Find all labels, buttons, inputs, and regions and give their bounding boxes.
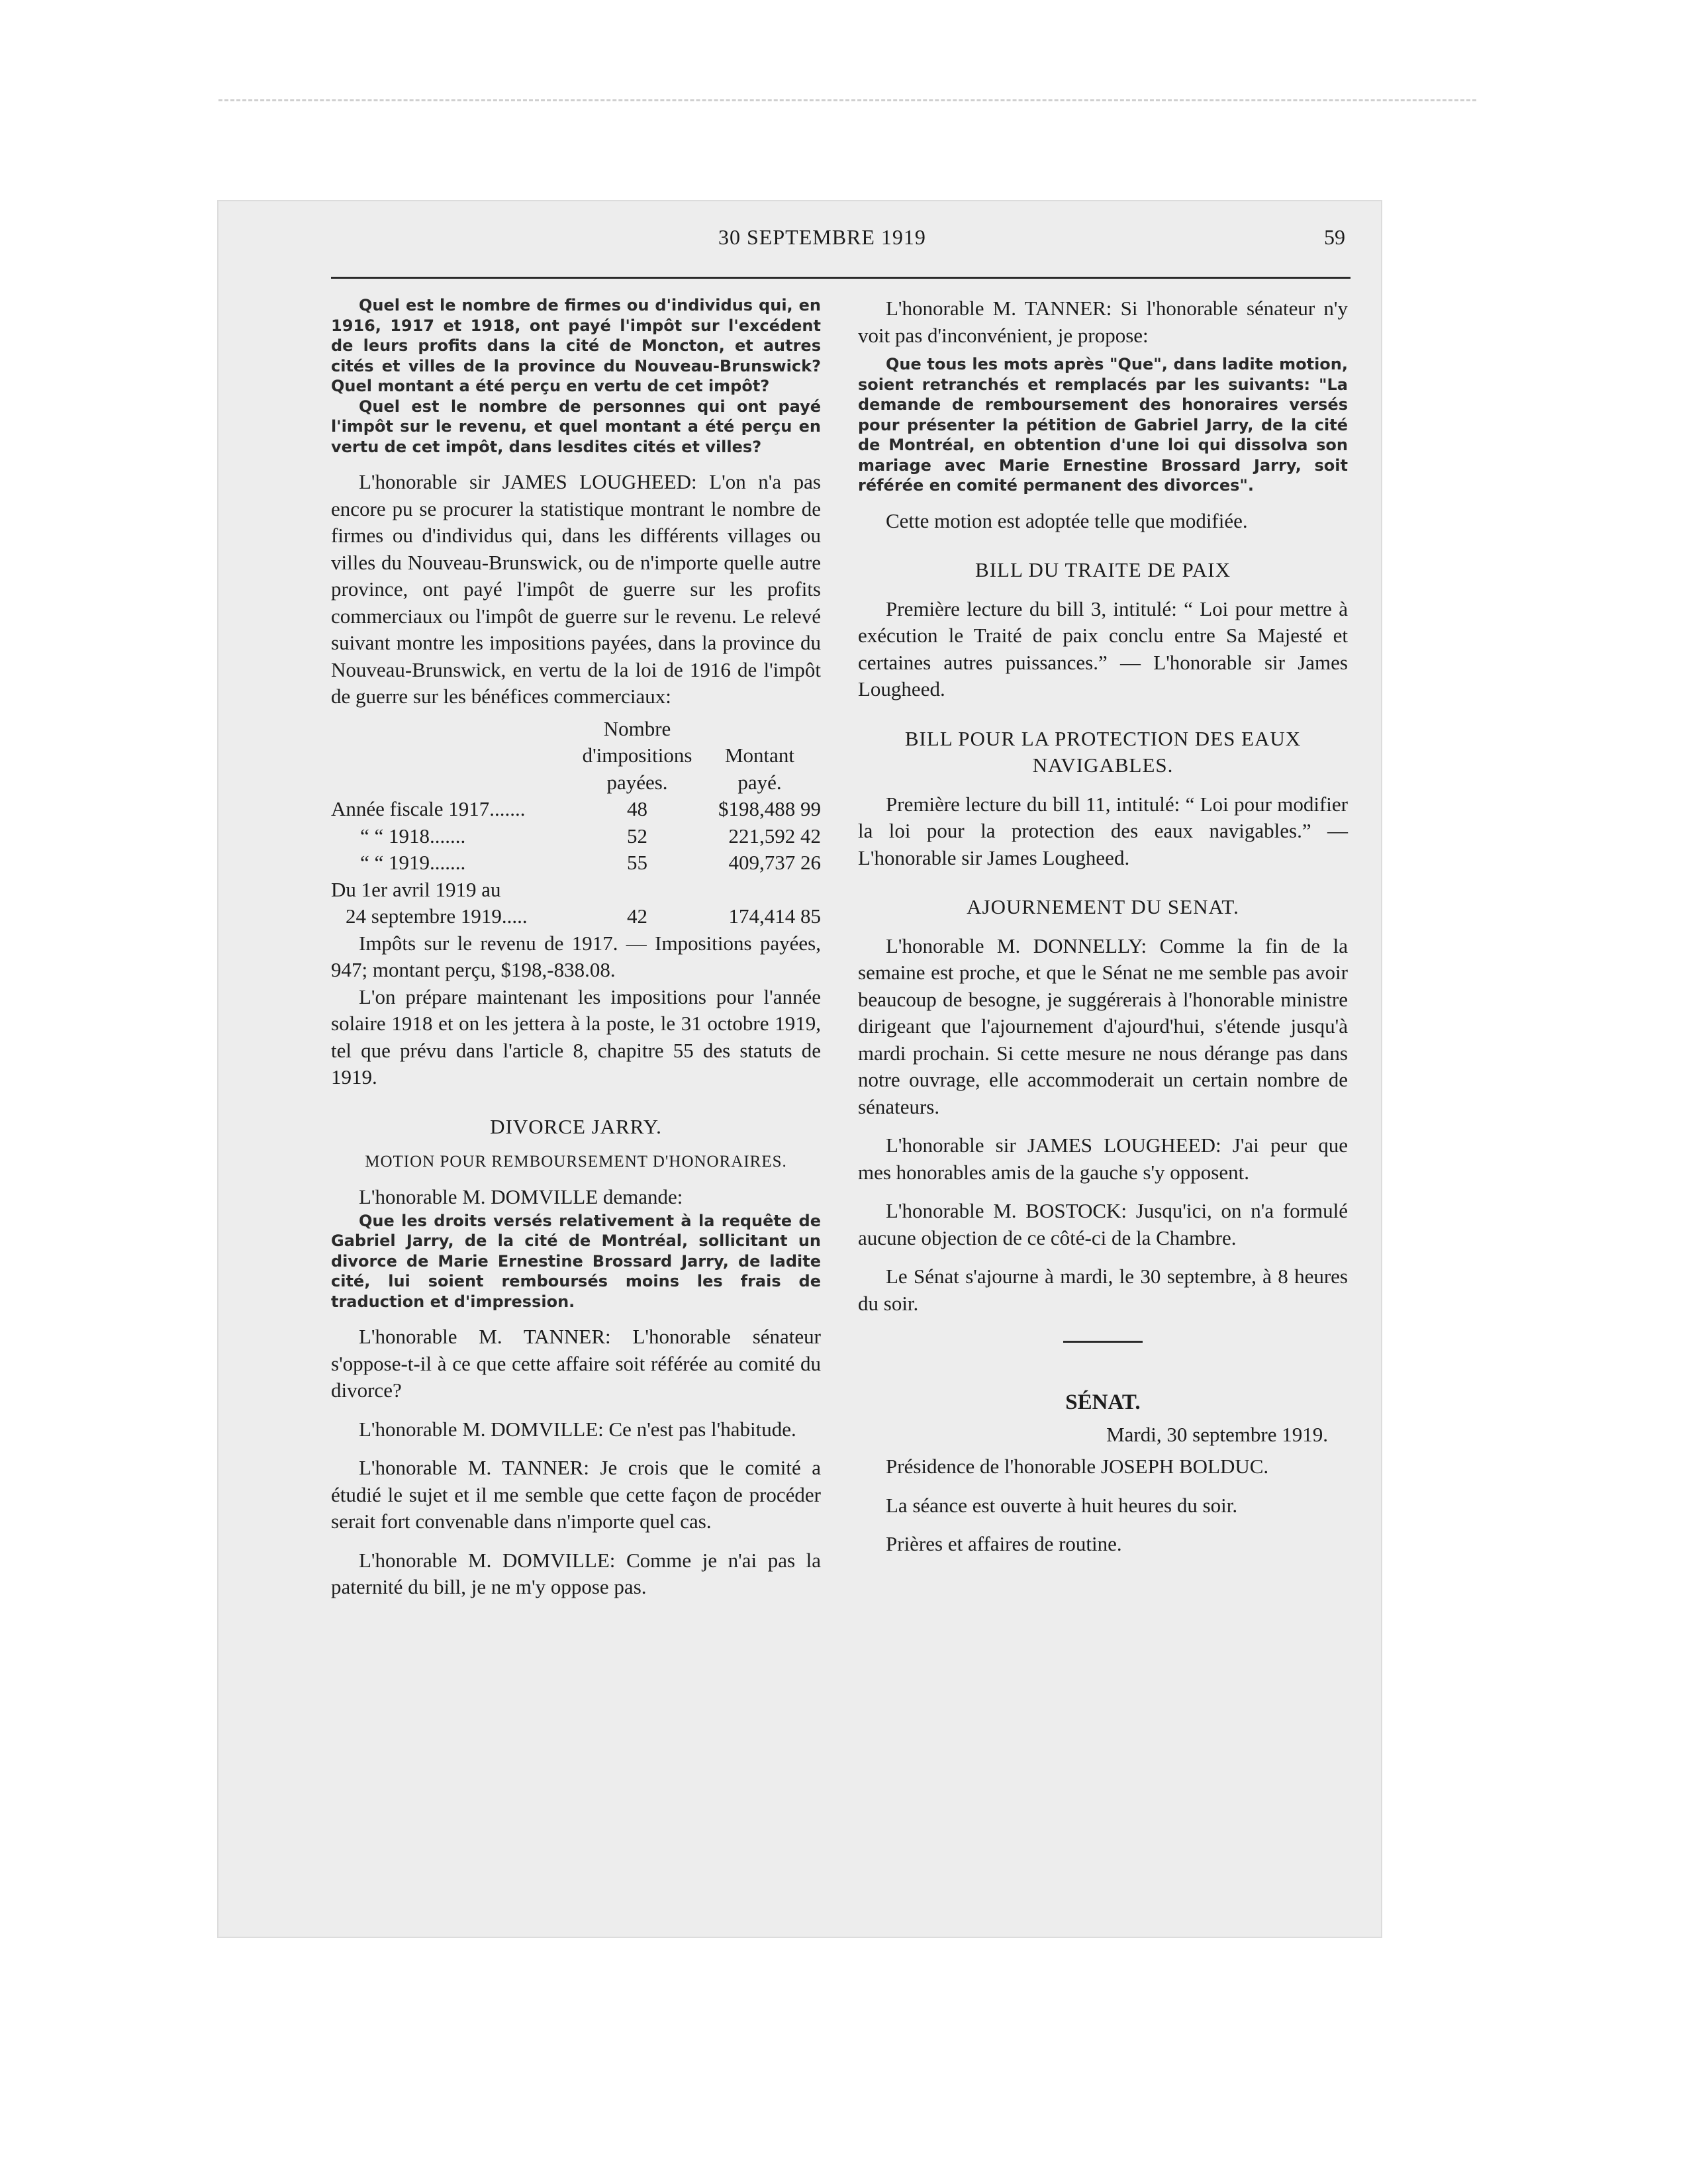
- motion-text: Que les droits versés relativement à la requête de Gabriel Jarry, de la cité de Montréal, sollicitant un divorce de Marie Ernestine Brossard Jarry, de ladite cité, lui soient remboursés moins les frais de traduction et d'impression.: [331, 1211, 821, 1311]
- adjournment-paragraph: Le Sénat s'ajourne à mardi, le 30 septembre, à 8 heures du soir.: [858, 1265, 1348, 1315]
- section-divider: [1063, 1341, 1143, 1343]
- table-cell: 52: [627, 824, 647, 847]
- table-header-row: [331, 769, 821, 797]
- speaker-paragraph: L'honorable M. BOSTOCK: Jusqu'ici, on n'a formulé aucune objection de ce côté-ci de la Chambre.: [858, 1199, 1348, 1249]
- table-cell: 24 septembre 1919.....: [346, 904, 528, 928]
- table-cell: 48: [627, 797, 647, 820]
- table-cell: $198,488 99: [718, 797, 821, 820]
- bill-paragraph: Première lecture du bill 11, intitulé: “ Loi pour modifier la loi pour la protection des eaux navigables.” — L'honorable sir James Lougheed.: [858, 792, 1348, 869]
- section-heading-ajournement: AJOURNEMENT DU SENAT.: [967, 895, 1239, 918]
- table-cell: [576, 877, 698, 904]
- table-header-row: [331, 716, 821, 743]
- table-cell: [698, 877, 821, 904]
- tax-table: [331, 716, 821, 930]
- section-heading-divorce: DIVORCE JARRY.: [490, 1114, 662, 1138]
- senat-heading: SÉNAT.: [1065, 1390, 1141, 1414]
- scan-edge-mark: [218, 99, 1476, 105]
- preparation-paragraph: L'on prépare maintenant les impositions pour l'année solaire 1918 et on les jettera à la poste, le 31 octobre 1919, tel que prévu dans l'article 8, chapitre 55 des statuts de 1919.: [331, 985, 821, 1088]
- table-header-cell: Montant: [724, 744, 795, 767]
- session-date: Mardi, 30 septembre 1919.: [1106, 1422, 1328, 1446]
- table-cell: “ “ 1919.......: [360, 851, 466, 874]
- table-header-row: [331, 742, 821, 769]
- table-cell: 174,414 85: [728, 904, 821, 928]
- question-paragraph: Quel est le nombre de personnes qui ont payé l'impôt sur le revenu, et quel montant a été perçu en vertu de cet impôt, dans lesdites cités et villes?: [331, 397, 821, 456]
- page-header-date: 30 SEPTEMBRE 1919: [718, 225, 926, 249]
- table-header-cell: d'impositions: [582, 744, 692, 767]
- table-row: [331, 796, 821, 823]
- table-cell: 221,592 42: [728, 824, 821, 847]
- section-heading-bill-traite: BILL DU TRAITE DE PAIX: [975, 558, 1231, 581]
- speaker-paragraph: L'honorable M. DONNELLY: Comme la fin de la semaine est proche, et que le Sénat ne me semble pas avoir beaucoup de besogne, je suggérerais à l'honorable ministre dirigeant que l'ajournement d'ajourd'hui, s'étende jusqu'à mardi prochain. Si cette mesure ne nous dérange pas dans notre ouvrage, elle accommoderait un certain nombre de sénateurs.: [858, 934, 1348, 1118]
- table-cell: Du 1er avril 1919 au: [331, 877, 501, 901]
- prieres-paragraph: Prières et affaires de routine.: [886, 1532, 1122, 1555]
- income-tax-paragraph: Impôts sur le revenu de 1917. — Impositions payées, 947; montant perçu, $198,-838.08.: [331, 931, 821, 981]
- presidence-paragraph: Présidence de l'honorable JOSEPH BOLDUC.: [886, 1455, 1269, 1478]
- amendment-text: Que tous les mots après "Que", dans ladite motion, soient retranchés et remplacés par les suivants: "La demande de remboursement des honoraires versés pour présenter la pétition de Gabriel Jarry, de la cité de Montréal, en obtention d'une loi qui dissolva son mariage avec Marie Ernestine Brossard Jarry, soit référée en comité permanent des divorces".: [858, 355, 1348, 495]
- right-column: [858, 295, 1348, 1558]
- question-paragraph: Quel est le nombre de firmes ou d'individus qui, en 1916, 1917 et 1918, ont payé l'impôt sur l'excédent de leurs profits dans la cité de Moncton, et autres cités et villes de la province du Nouveau-Brunswick? Quel montant a été perçu en vertu de cet impôt?: [331, 296, 821, 395]
- speaker-paragraph: L'honorable M. DOMVILLE demande:: [359, 1185, 683, 1208]
- speaker-paragraph: L'honorable M. DOMVILLE: Comme je n'ai pas la paternité du bill, je ne m'y oppose pas.: [331, 1548, 821, 1598]
- speaker-paragraph: L'honorable M. TANNER: Je crois que le comité a étudié le sujet et il me semble que cette façon de procéder serait fort convenable dans n'importe quel cas.: [331, 1456, 821, 1533]
- table-header-cell: payé.: [737, 770, 782, 794]
- seance-paragraph: La séance est ouverte à huit heures du soir.: [886, 1493, 1238, 1517]
- left-column: [331, 295, 821, 1601]
- table-cell: 409,737 26: [728, 851, 821, 874]
- speaker-paragraph: L'honorable sir JAMES LOUGHEED: J'ai peur que mes honorables amis de la gauche s'y opposent.: [858, 1134, 1348, 1184]
- section-heading-bill-eaux: BILL POUR LA PROTECTION DES EAUX NAVIGABLES.: [904, 726, 1302, 777]
- header-rule: [331, 277, 1351, 279]
- table-row: [331, 823, 821, 850]
- speaker-paragraph: L'honorable M. TANNER: Si l'honorable sénateur n'y voit pas d'inconvénient, je propose:: [858, 297, 1348, 347]
- adoption-paragraph: Cette motion est adoptée telle que modifiée.: [886, 508, 1248, 532]
- subsection-heading-motion: MOTION POUR REMBOURSEMENT D'HONORAIRES.: [365, 1153, 787, 1171]
- table-cell: Année fiscale 1917.......: [331, 797, 526, 820]
- table-cell: 42: [627, 904, 647, 928]
- speaker-paragraph: L'honorable M. DOMVILLE: Ce n'est pas l'habitude.: [359, 1417, 796, 1441]
- answer-paragraph: L'honorable sir JAMES LOUGHEED: L'on n'a pas encore pu se procurer la statistique montrant le nombre de firmes ou d'individus qui, dans les différents villages ou villes du Nouveau-Brunswick, ou de n'importe quelle autre province, ont payé l'impôt de guerre sur les profits commerciaux ou l'impôt de guerre sur le revenu. Le relevé suivant montre les impositions payées, dans la province du Nouveau-Brunswick, en vertu de la loi de 1916 de l'impôt de guerre sur les bénéfices commerciaux:: [331, 470, 821, 708]
- table-row: [331, 849, 821, 877]
- table-cell: 55: [627, 851, 647, 874]
- table-header-cell: payées.: [606, 770, 668, 794]
- table-header-cell: Nombre: [603, 716, 671, 740]
- bill-paragraph: Première lecture du bill 3, intitulé: “ Loi pour mettre à exécution le Traité de paix conclu entre Sa Majesté et certaines autres puissances.” — L'honorable sir James Lougheed.: [858, 597, 1348, 701]
- table-row: [331, 877, 821, 904]
- table-row: [331, 903, 821, 930]
- speaker-paragraph: L'honorable M. TANNER: L'honorable sénateur s'oppose-t-il à ce que cette affaire soit référée au comité du divorce?: [331, 1325, 821, 1402]
- page-number: 59: [1324, 225, 1345, 249]
- table-cell: “ “ 1918.......: [360, 824, 466, 847]
